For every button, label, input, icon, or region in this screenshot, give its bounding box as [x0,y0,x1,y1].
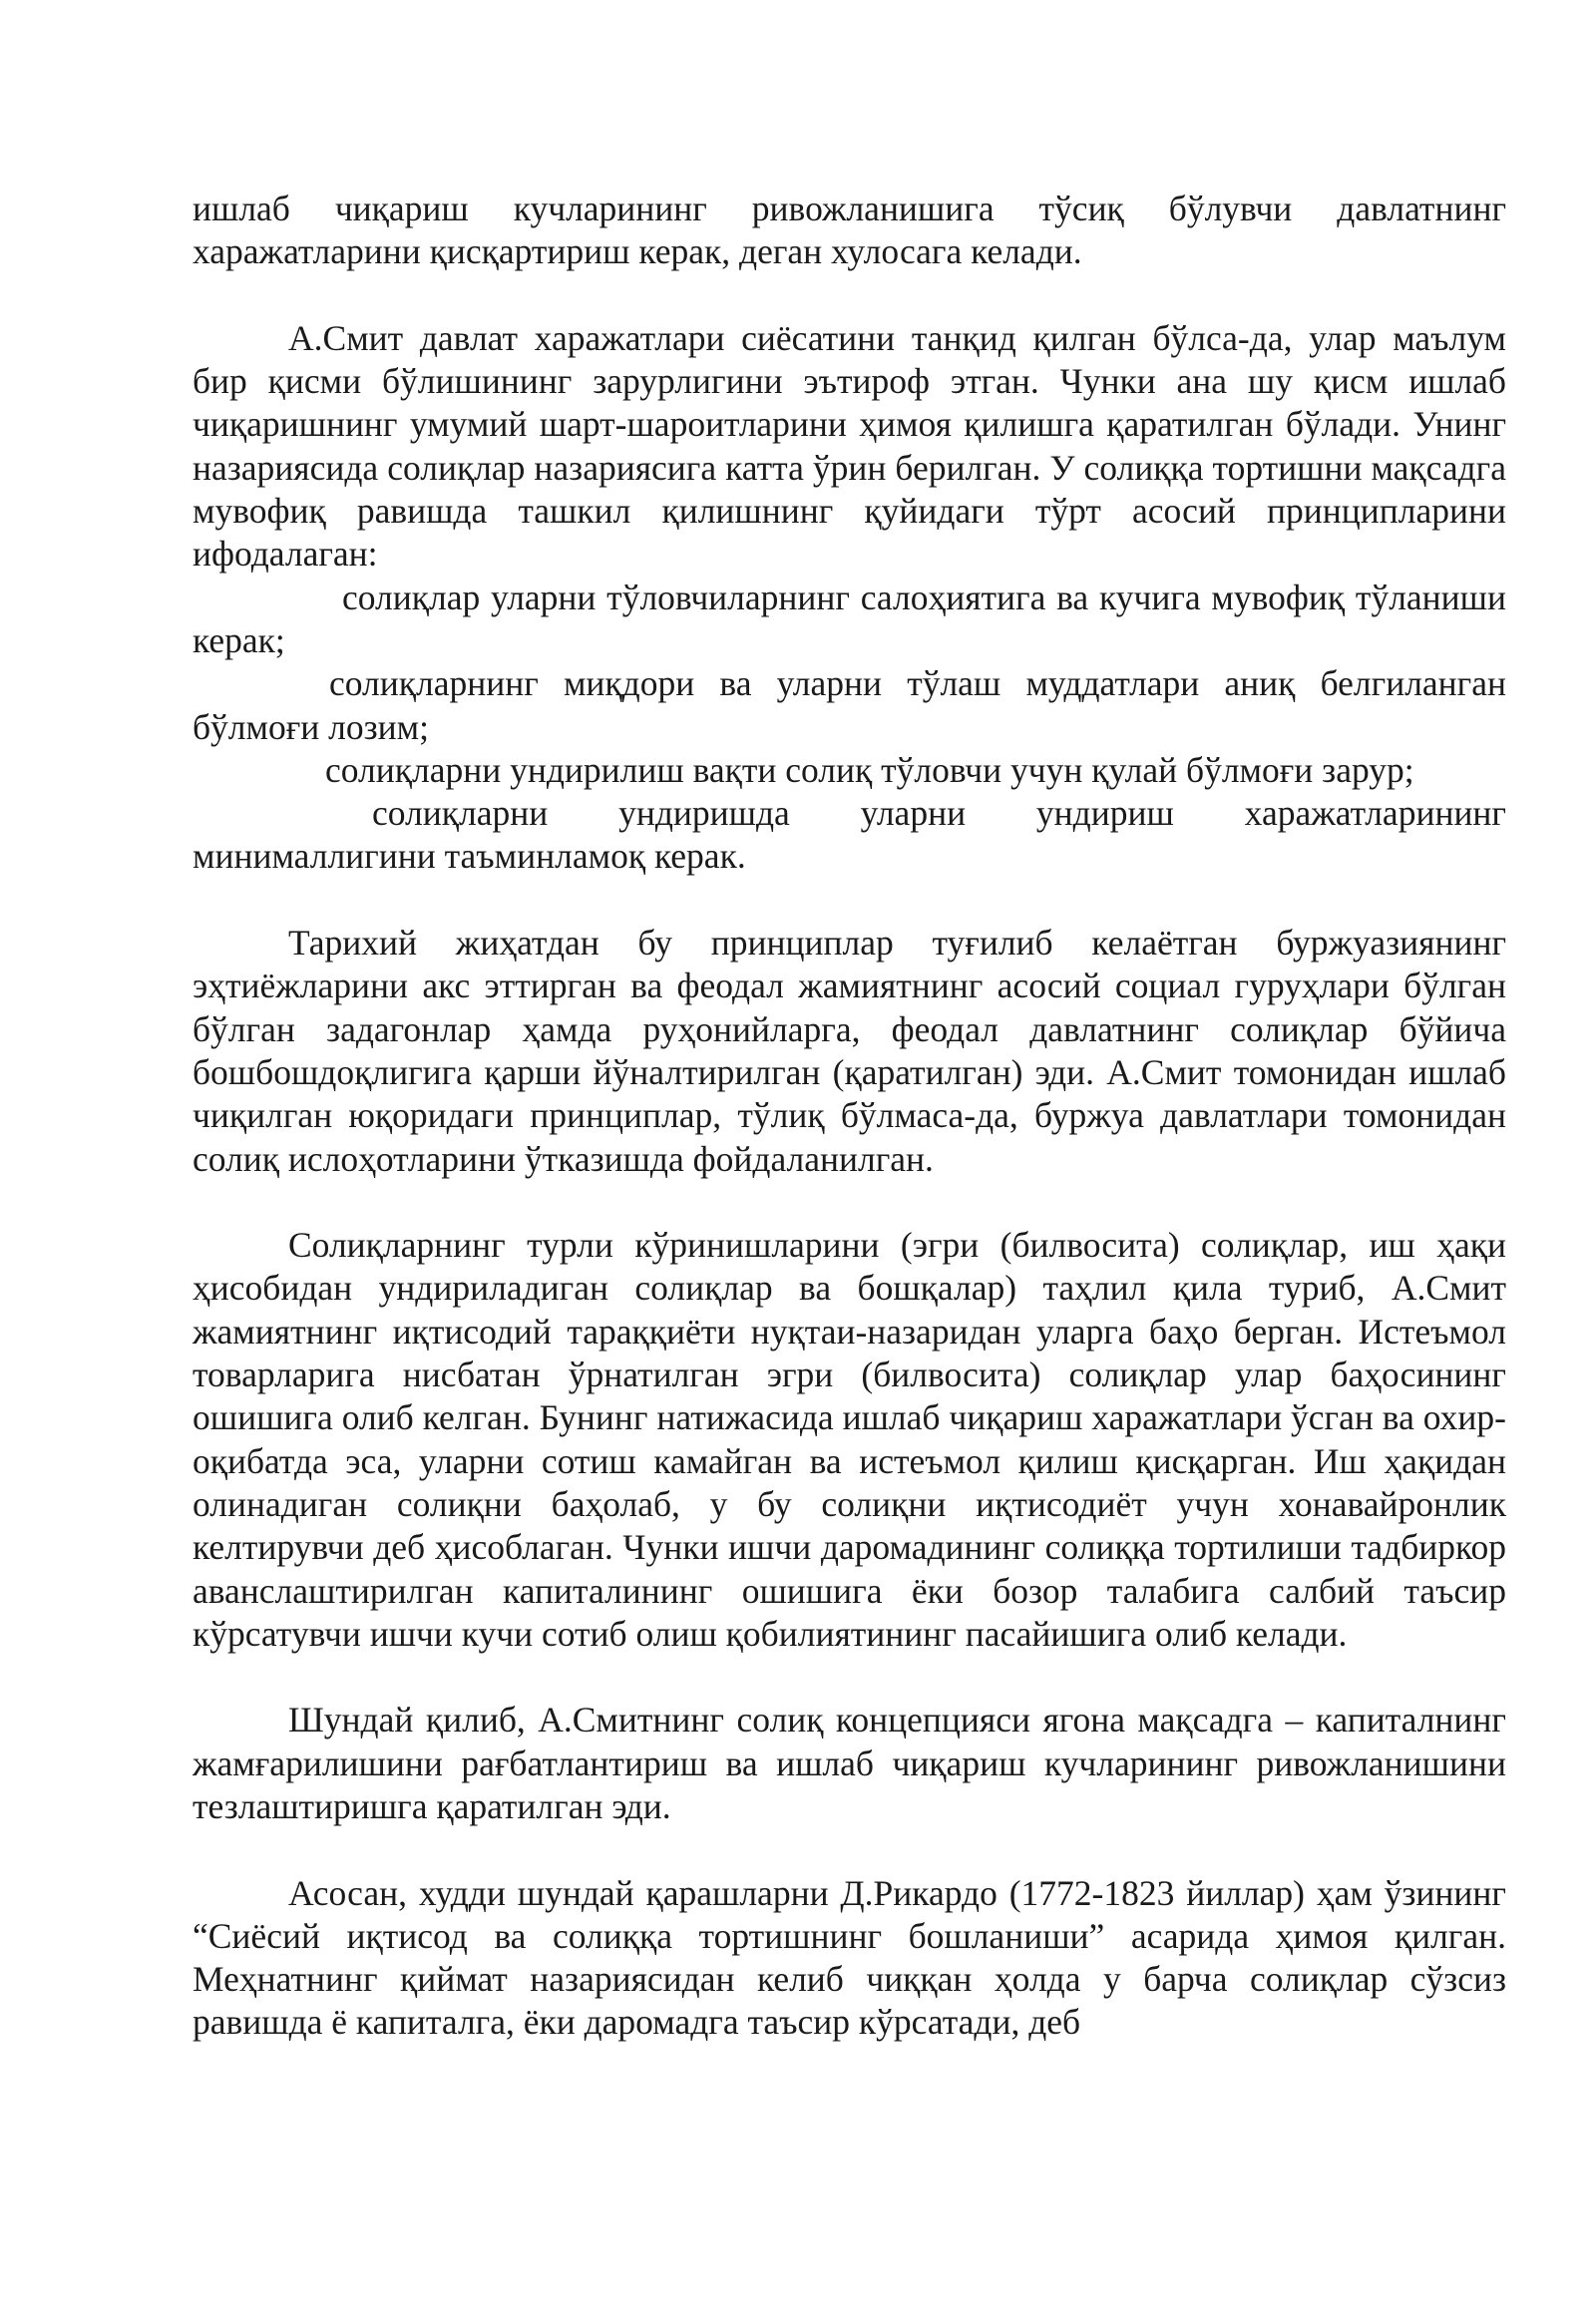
principle-item-1: солиқлар уларни тўловчиларнинг салоҳиятига ва кучига мувофиқ тўланиши керак; [193,577,1506,660]
paragraph-smith-expenses: А.Смит давлат харажатлари сиёсатини танқид қилган бўлса-да, улар маълум бир қисми бўлишининг зарурлигини эътироф этган. Чунки ана шу қисм ишлаб чиқаришнинг умумий шарт-шароитларини ҳимоя қилишга қаратилган бўлади. Унинг назариясида солиқлар назариясига катта ўрин берилган. У солиққа тортишни мақсадга мувофиқ равишда ташкил қилишнинг қуйидаги тўрт асосий принципларини ифодалаган: [193,317,1506,575]
paragraph-tax-types: Солиқларнинг турли кўринишларини (эгри (билвосита) солиқлар, иш ҳақи ҳисобидан ундириладиган солиқлар ва бошқалар) таҳлил қила туриб, А.Смит жамиятнинг иқтисодий тараққиёти нуқтаи-назаридан уларга баҳо берган. Истеъмол товарларига нисбатан ўрнатилган эгри (билвосита) солиқлар улар баҳосининг ошишига олиб келган. Бунинг натижасида ишлаб чиқариш харажатлари ўсган ва охир-оқибатда эса, уларни сотиш камайган ва истеъмол қилиш қисқарган. Иш ҳақидан олинадиган солиқни баҳолаб, у бу солиқни иқтисодиёт учун хонавайронлик келтирувчи деб ҳисоблаган. Чунки ишчи даромадининг солиққа тортилиши тадбиркор аванслаштирилган капиталининг ошишига ёки бозор талабига салбий таъсир кўрсатувчи ишчи кучи сотиб олиш қобилиятининг пасайишига олиб келади. [193,1225,1506,1654]
paragraph-gap [193,1656,1506,1699]
paragraph-conclusion: Шундай қилиб, А.Смитнинг солиқ концепцияси ягона мақсадга – капиталнинг жамғарилишини рағбатлантириш ва ишлаб чиқариш кучларининг ривожланишини тезлаштиришга қаратилган эди. [193,1700,1506,1826]
principle-item-2: солиқларнинг миқдори ва уларни тўлаш муддатлари аниқ белгиланган бўлмоғи лозим; [193,663,1506,747]
principle-item-3: солиқларни ундирилиш вақти солиқ тўловчи учун қулай бўлмоғи зарур; [325,749,1414,790]
paragraph-gap [193,879,1506,922]
principle-item-4: солиқларни ундиришда уларни ундириш харажатларининг минималлигини таъминламоқ керак. [193,793,1506,877]
document-body [193,188,1506,2045]
paragraph-continuation: ишлаб чиқариш кучларининг ривожланишига тўсиқ бўлувчи давлатнинг харажатларини қисқартириш керак, деган хулосага келади. [193,189,1506,272]
paragraph-historical: Тарихий жиҳатдан бу принциплар туғилиб келаётган буржуазиянинг эҳтиёжларини акс эттирган ва феодал жамиятнинг асосий социал гуруҳлари бўлган бўлган задагонлар ҳамда руҳонийларга, феодал давлатнинг солиқлар бўйича бошбошдоқлигига қарши йўналтирилган (қаратилган) эди. А.Смит томонидан ишлаб чиқилган юқоридаги принциплар, тўлиқ бўлмаса-да, буржуа давлатлари томонидан солиқ ислоҳотларини ўтказишда фойдаланилган. [193,923,1506,1179]
paragraph-gap [193,274,1506,317]
paragraph-gap [193,1828,1506,1871]
paragraph-ricardo: Асосан, худди шундай қарашларни Д.Рикардо (1772-1823 йиллар) ҳам ўзининг “Сиёсий иқтисод ва солиққа тортишнинг бошланиши” асарида ҳимоя қилган. Меҳнатнинг қиймат назариясидан келиб чиққан ҳолда у барча солиқлар сўзсиз равишда ё капиталга, ёки даромадга таъсир кўрсатади, деб [193,1872,1506,2043]
paragraph-gap [193,1181,1506,1224]
